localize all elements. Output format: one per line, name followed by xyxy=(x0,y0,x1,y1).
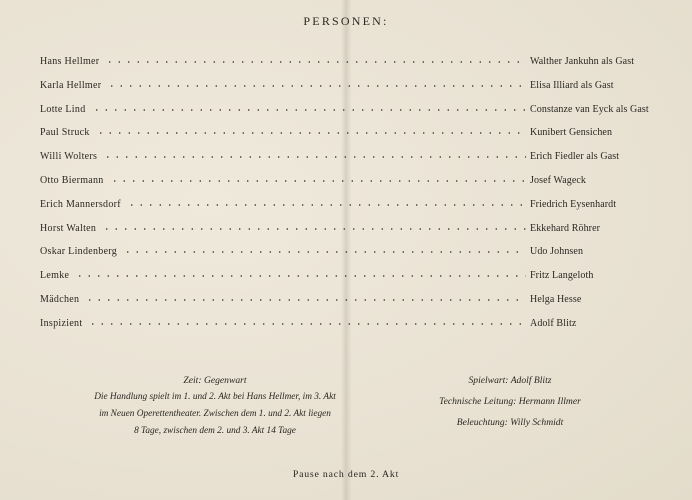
actor-name: Constanze van Eyck als Gast xyxy=(530,103,649,115)
setting-line: Die Handlung spielt im 1. und 2. Akt bei Hans Hellmer, im 3. Akt xyxy=(94,392,336,402)
dot-leader xyxy=(103,151,526,159)
cast-row xyxy=(40,127,680,151)
role-name: Lemke xyxy=(40,270,70,282)
time-label: Zeit: Gegenwart xyxy=(183,375,247,386)
role-name: Mädchen xyxy=(40,293,80,305)
crew-line: Beleuchtung: Willy Schmidt xyxy=(456,417,564,428)
cast-row xyxy=(40,104,680,128)
dot-leader xyxy=(96,127,526,135)
cast-row xyxy=(40,223,680,247)
intermission-note: Pause nach dem 2. Akt xyxy=(292,469,400,480)
dot-leader xyxy=(123,246,526,254)
role-name: Otto Biermann xyxy=(40,174,104,186)
dot-leader xyxy=(110,175,526,183)
actor-name: Udo Johnsen xyxy=(530,246,584,258)
cast-row xyxy=(40,294,680,318)
actor-name: Helga Hesse xyxy=(530,293,582,305)
actor-name: Friedrich Eysenhardt xyxy=(530,198,617,210)
role-name: Paul Struck xyxy=(40,127,90,139)
role-name: Lotte Lind xyxy=(40,103,86,115)
dot-leader xyxy=(75,270,526,278)
role-name: Hans Hellmer xyxy=(40,56,100,67)
cast-row xyxy=(40,270,680,294)
dot-leader xyxy=(88,318,526,326)
role-name: Oskar Lindenberg xyxy=(40,246,118,258)
actor-name: Ekkehard Röhrer xyxy=(530,222,601,234)
actor-name: Elisa Illiard als Gast xyxy=(530,79,614,91)
actor-name: Walther Jankuhn als Gast xyxy=(530,56,635,67)
role-name: Willi Wolters xyxy=(40,151,98,163)
dot-leader xyxy=(85,294,526,302)
cast-row xyxy=(40,56,680,80)
crew-block xyxy=(410,372,610,435)
actor-name: Josef Wageck xyxy=(530,174,587,186)
actor-name: Adolf Blitz xyxy=(530,317,577,329)
role-name: Erich Mannersdorf xyxy=(40,198,121,210)
dot-leader xyxy=(107,80,526,88)
crew-line: Spielwart: Adolf Blitz xyxy=(468,375,552,386)
cast-row xyxy=(40,199,680,223)
actor-name: Fritz Langeloth xyxy=(530,270,594,282)
setting-line: 8 Tage, zwischen dem 2. und 3. Akt 14 Tage xyxy=(134,426,296,436)
dot-leader xyxy=(92,104,527,112)
actor-name: Kunibert Gensichen xyxy=(530,127,613,139)
setting-block xyxy=(30,372,400,440)
cast-row xyxy=(40,80,680,104)
dot-leader xyxy=(105,56,526,64)
dot-leader xyxy=(102,223,526,231)
cast-row xyxy=(40,151,680,175)
cast-row xyxy=(40,246,680,270)
crew-line: Technische Leitung: Hermann Illmer xyxy=(439,396,581,407)
setting-line: im Neuen Operettentheater. Zwischen dem 1. und 2. Akt liegen xyxy=(99,409,331,419)
dot-leader xyxy=(127,199,526,207)
page-title: PERSONEN: xyxy=(303,14,389,28)
role-name: Horst Walten xyxy=(40,222,97,234)
role-name: Karla Hellmer xyxy=(40,79,102,91)
cast-list xyxy=(40,56,680,342)
cast-row xyxy=(40,318,680,342)
cast-row xyxy=(40,175,680,199)
role-name: Inspizient xyxy=(40,317,83,329)
actor-name: Erich Fiedler als Gast xyxy=(530,151,620,163)
